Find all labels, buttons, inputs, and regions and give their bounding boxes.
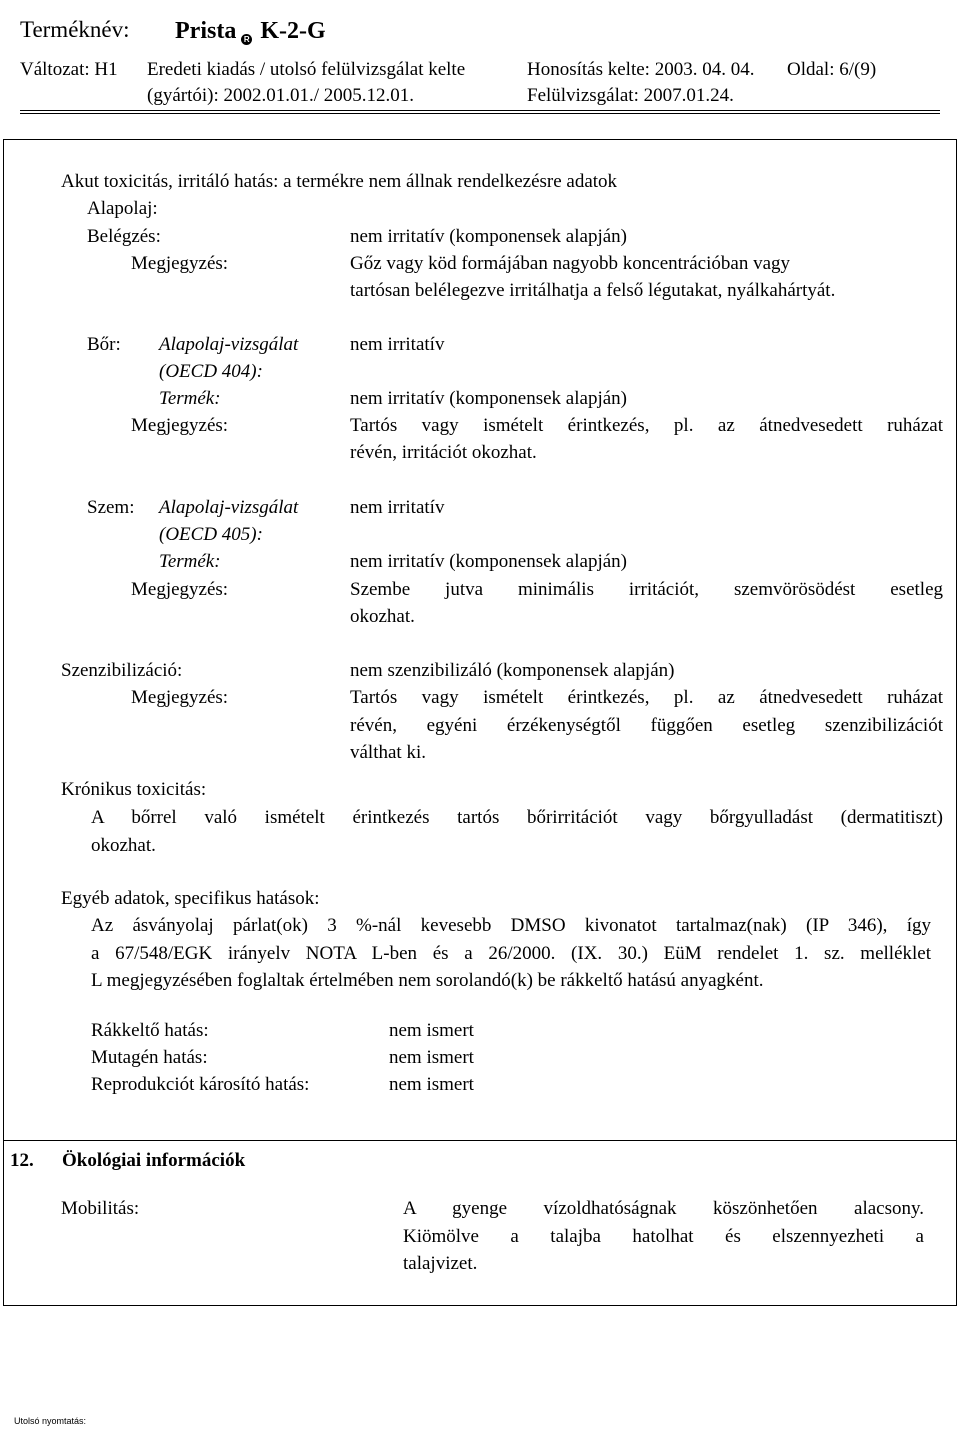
skin-note-line1: Tartós vagy ismételt érintkezés, pl. az átnedvesedett ruházat <box>350 415 943 436</box>
skin-product-value: nem irritatív (komponensek alapján) <box>350 388 627 409</box>
other-data-line3: L megjegyzésében foglaltak értelmében nem sorolandó(k) be rákkeltő hatású anyagként. <box>91 970 764 991</box>
eye-base-value: nem irritatív <box>350 497 445 518</box>
eye-label: Szem: <box>87 497 135 518</box>
product-name <box>175 18 326 45</box>
skin-note-label: Megjegyzés: <box>131 415 229 436</box>
skin-product-label: Termék: <box>159 388 221 409</box>
mobility-line2: Kiömölve a talajba hatolhat és elszennyezheti a <box>403 1226 924 1247</box>
section-title: Ökológiai információk <box>62 1150 246 1171</box>
inhalation-note-line2: tartósan belélegezve irritálhatja a felső légutakat, nyálkahártyát. <box>350 280 836 301</box>
mobility-line1: A gyenge vízoldhatóságnak köszönhetően alacsony. <box>403 1198 924 1219</box>
other-data-line1: Az ásványolaj párlat(ok) 3 %-nál kevesebb DMSO kivonatot tartalmaz(nak) (IP 346), így <box>91 915 931 936</box>
last-printed-label: Utolsó nyomtatás: <box>14 1416 87 1426</box>
eye-oecd-label: (OECD 405): <box>159 524 263 545</box>
mobility-line3: talajvizet. <box>403 1253 478 1274</box>
header-rule-1 <box>20 110 940 111</box>
eye-note-line2: okozhat. <box>350 606 415 627</box>
revision-date: Felülvizsgálat: 2007.01.24. <box>527 85 734 106</box>
sensitization-note-line1: Tartós vagy ismételt érintkezés, pl. az átnedvesedett ruházat <box>350 687 943 708</box>
skin-note-line2: révén, irritációt okozhat. <box>350 442 537 463</box>
sensitization-note-label: Megjegyzés: <box>131 687 229 708</box>
eye-product-value: nem irritatív (komponensek alapján) <box>350 551 627 572</box>
inhalation-note-label: Megjegyzés: <box>131 253 229 274</box>
other-data-line2: a 67/548/EGK irányelv NOTA L-ben és a 26/2000. (IX. 30.) EüM rendelet 1. sz. melléklet <box>91 943 931 964</box>
issue-dates: (gyártói): 2002.01.01./ 2005.12.01. <box>147 85 415 106</box>
eye-product-label: Termék: <box>159 551 221 572</box>
chronic-toxicity-line1: A bőrrel való ismételt érintkezés tartós bőrirritációt vagy bőrgyulladást (dermatitiszt) <box>91 807 943 828</box>
eye-base-test-label: Alapolaj-vizsgálat <box>159 497 299 518</box>
registered-mark: R <box>241 34 252 45</box>
sensitization-note-line2: révén, egyéni érzékenységtől függően esetleg szenzibilizációt <box>350 715 943 736</box>
base-oil-label: Alapolaj: <box>87 198 158 219</box>
skin-base-test-label: Alapolaj-vizsgálat <box>159 334 299 355</box>
carcinogenic-label: Rákkeltő hatás: <box>91 1020 209 1041</box>
inhalation-label: Belégzés: <box>87 226 161 247</box>
other-data-label: Egyéb adatok, specifikus hatások: <box>61 888 320 909</box>
header-rule-2 <box>20 113 940 114</box>
mobility-label: Mobilitás: <box>61 1198 140 1219</box>
approval-date: Honosítás kelte: 2003. 04. 04. <box>527 59 755 80</box>
inhalation-value: nem irritatív (komponensek alapján) <box>350 226 627 247</box>
page-number: Oldal: 6/(9) <box>787 59 877 80</box>
eye-note-label: Megjegyzés: <box>131 579 229 600</box>
product-name-part2: K-2-G <box>260 18 326 44</box>
sensitization-note-line3: válthat ki. <box>350 742 426 763</box>
reproductive-label: Reprodukciót károsító hatás: <box>91 1074 310 1095</box>
sensitization-label: Szenzibilizáció: <box>61 660 183 681</box>
skin-oecd-label: (OECD 404): <box>159 361 263 382</box>
mutagenic-label: Mutagén hatás: <box>91 1047 208 1068</box>
sensitization-value: nem szenzibilizáló (komponensek alapján) <box>350 660 675 681</box>
eye-note-line1: Szembe jutva minimális irritációt, szemvörösödést esetleg <box>350 579 943 600</box>
skin-label: Bőr: <box>87 334 121 355</box>
chronic-toxicity-line2: okozhat. <box>91 835 156 856</box>
reproductive-value: nem ismert <box>389 1074 474 1095</box>
version: Változat: H1 <box>20 59 118 80</box>
section-number: 12. <box>10 1150 34 1171</box>
inhalation-note-line1: Gőz vagy köd formájában nagyobb koncentrációban vagy <box>350 253 791 274</box>
carcinogenic-value: nem ismert <box>389 1020 474 1041</box>
mutagenic-value: nem ismert <box>389 1047 474 1068</box>
issue-date-label: Eredeti kiadás / utolsó felülvizsgálat kelte <box>147 59 466 80</box>
product-name-label: Terméknév: <box>20 17 130 42</box>
product-name-part1: Prista <box>175 18 237 44</box>
chronic-toxicity-label: Krónikus toxicitás: <box>61 779 207 800</box>
skin-base-value: nem irritatív <box>350 334 445 355</box>
acute-toxicity-heading: Akut toxicitás, irritáló hatás: a termékre nem állnak rendelkezésre adatok <box>61 171 618 192</box>
